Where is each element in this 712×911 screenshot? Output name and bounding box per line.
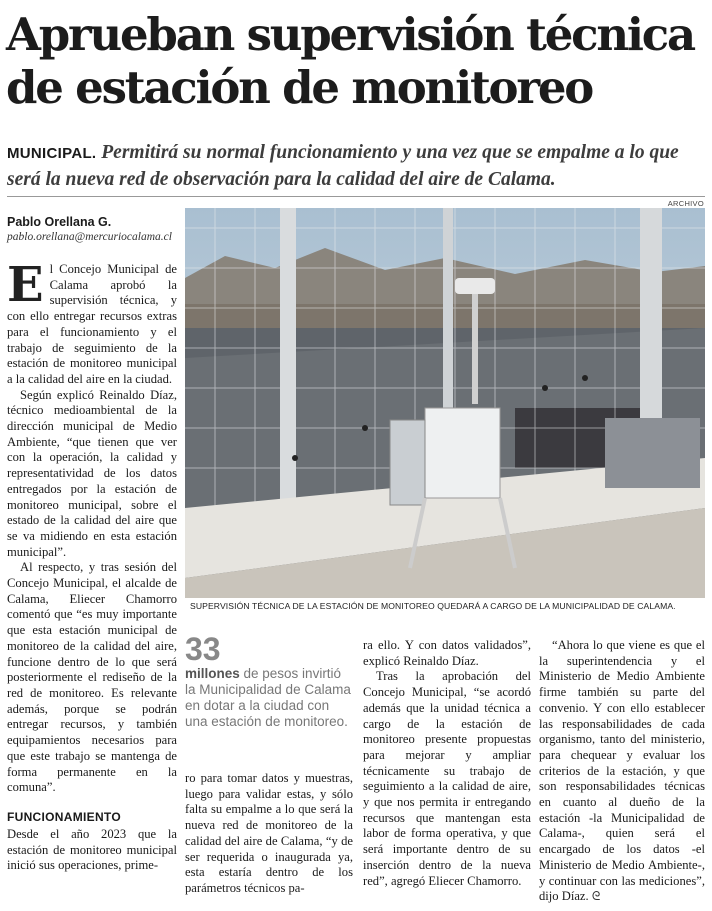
- paragraph: “Ahora lo que viene es que el la superintendencia y el Ministerio de Medio Ambiente firme también su parte del convenio. Y con ello establecer las responsabilidades de cada organismo, tanto del ministerio, para chequear y evaluar los criterios de la estación, y que son responsabilidades técnicas en cuanto al dueño de la estación -la Municipalidad de Calama-, quien será el encargado de los datos -el Ministerio de Medio Ambiente-, y continuar con las mediciones”, dijo Díaz. ᘓ: [539, 638, 705, 904]
- article-column-1: [7, 257, 177, 874]
- monitoring-station-illustration: [185, 208, 705, 598]
- article-column-4: [539, 638, 705, 905]
- author-name: Pablo Orellana G.: [7, 215, 112, 229]
- article-column-2: [185, 771, 353, 897]
- paragraph: El Concejo Municipal de Calama aprobó la supervisión técnica, y con ello entregar recursos extras para el funcionamiento y el trabajo de seguimiento de la estación de monitoreo municipal a la calidad del aire en la ciudad.: [7, 257, 177, 386]
- stat-number: 33: [185, 631, 221, 667]
- photo-caption: SUPERVISIÓN TÉCNICA DE LA ESTACIÓN DE MONITOREO QUEDARÁ A CARGO DE LA MUNICIPALIDAD DE CALAMA.: [190, 601, 676, 611]
- headline: [6, 8, 706, 114]
- deck-text: Permitirá su normal funcionamiento y una vez que se empalme a lo que será la nueva red de observación para la calidad del aire de Calama.: [7, 142, 679, 190]
- article-column-3: [363, 638, 531, 889]
- headline-line-2: de estación de monitoreo: [6, 61, 593, 114]
- divider: [7, 196, 705, 197]
- author-email[interactable]: pablo.orellana@mercuriocalama.cl: [7, 231, 172, 243]
- photo-credit: ARCHIVO: [667, 199, 704, 208]
- stat-callout: [185, 632, 355, 730]
- paragraph: ra ello. Y con datos validados”, explicó Reinaldo Díaz.: [363, 638, 531, 668]
- stat-unit: millones: [185, 666, 240, 681]
- section-kicker: MUNICIPAL.: [7, 145, 97, 162]
- paragraph: Tras la aprobación del Concejo Municipal, “se acordó además que la unidad técnica a cargo de la estación de monitoreo presente propuestas para mejorar y ampliar técnicamente su trabajo de seguimiento a la calidad de aire, y que nos permita ir entregando recursos que mantengan esta labor de forma operativa, y que será importante dentro de su inserción dentro de la nueva red”, agregó Eliecer Chamorro.: [363, 669, 531, 888]
- deck: [7, 140, 697, 193]
- news-photo: [185, 208, 705, 598]
- paragraph: Al respecto, y tras sesión del Concejo Municipal, el alcalde de Calama, Eliecer Chamorro comentó que “es muy importante que esta estación municipal de monitoreo de la calidad del aire, funcione dentro de lo que será posteriormente el rediseño de la red de monitoreo. Es relevante además, porque se podrán entregar recursos, y también equipamientos necesarios para que este trabajo se mantenga de forma permanente en la comuna”.: [7, 560, 177, 795]
- headline-line-1: Aprueban supervisión técnica: [6, 8, 694, 61]
- paragraph: Desde el año 2023 que la estación de monitoreo municipal inició sus operaciones, prime-: [7, 826, 177, 873]
- end-mark-icon: ᘓ: [591, 889, 601, 904]
- paragraph: Según explicó Reinaldo Díaz, técnico medioambiental de la dirección municipal de Medio Ambiente, “que tienen que ver con la operación, la calidad y representatividad de los datos entregados por la estación de monitoreo municipal, sobre el estado de la calidad del aire que se va midiendo en esta estación municipal”.: [7, 387, 177, 559]
- paragraph: ro para tomar datos y muestras, luego para validar estas, y sólo falta su empalme a lo que será la nueva red de monitoreo de la calidad del aire de Calama, “y de ser requerida o inaugurada ya, esta estaría dentro de los parámetros técnicos pa-: [185, 771, 353, 895]
- byline: [7, 214, 182, 245]
- stat-description: de pesos invirtió la Municipalidad de Calama en dotar a la ciudad con una estación de monitoreo.: [185, 666, 351, 729]
- subhead: FUNCIONAMIENTO: [7, 809, 121, 824]
- drop-cap: E: [7, 257, 44, 313]
